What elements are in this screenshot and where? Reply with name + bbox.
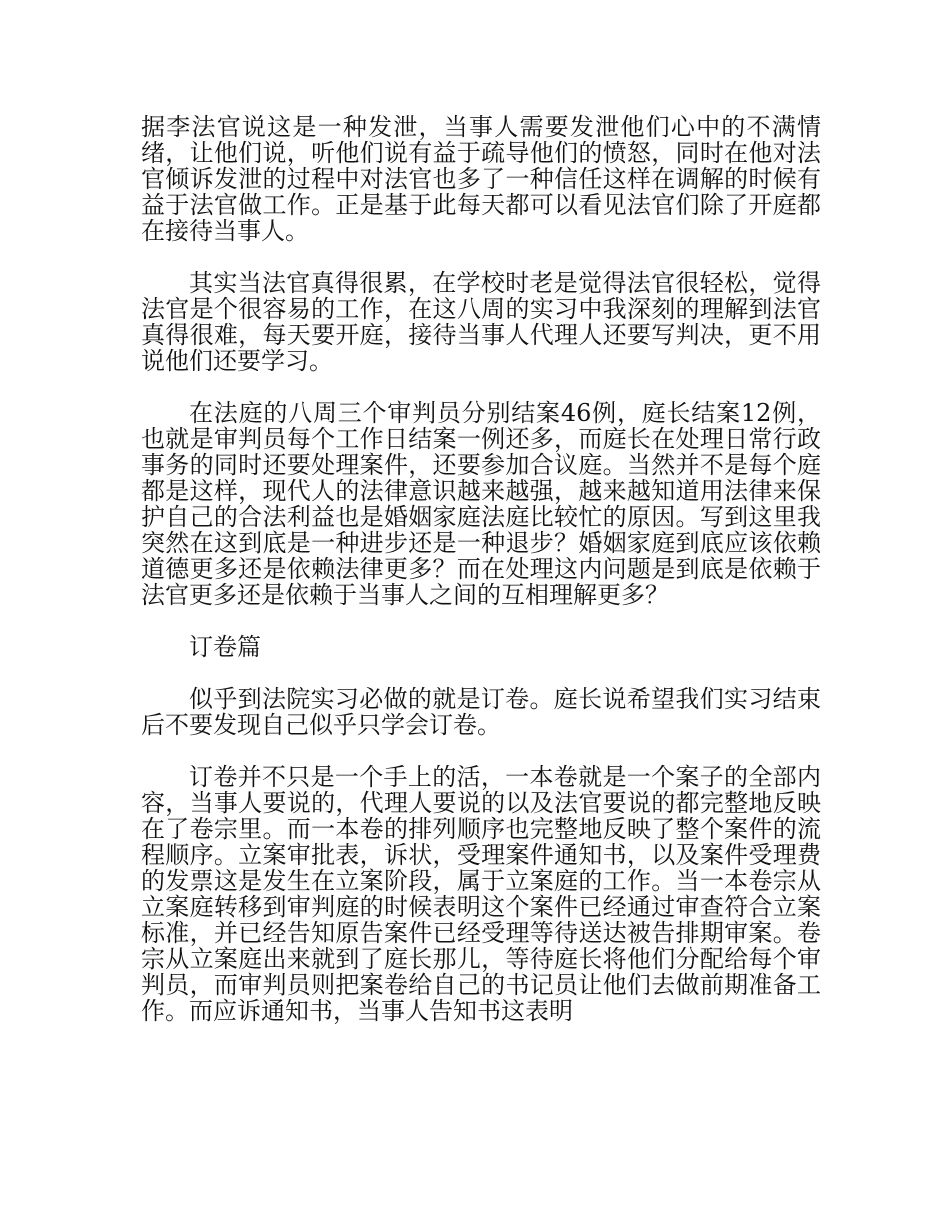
paragraph-5: 订卷并不只是一个手上的活，一本卷就是一个案子的全部内容，当事人要说的，代理人要说的以及法官要说的都完整地反映在了卷宗里。而一本卷的排列顺序也完整地反映了整个案件的流程顺序。立案审批表，诉状，受理案件通知书，以及案件受理费的发票这是发生在立案阶段，属于立案庭的工作。当一本卷宗从立案庭转移到审判庭的时候表明这个案件已经通过审查符合立案标准，并已经告知原告案件已经受理等待送达被告排期审案。卷宗从立案庭出来就到了庭长那儿，等待庭长将他们分配给每个审判员，而审判员则把案卷给自己的书记员让他们去做前期准备工作。而应诉通知书，当事人告知书这表明 [141,763,821,1025]
paragraph-1: 据李法官说这是一种发泄，当事人需要发泄他们心中的不满情绪，让他们说，听他们说有益于疏导他们的愤怒，同时在他对法官倾诉发泄的过程中对法官也多了一种信任这样在调解的时候有益于法官做工作。正是基于此每天都可以看见法官们除了开庭都在接待当事人。 [141,113,821,245]
paragraph-3: 在法庭的八周三个审判员分别结案46例，庭长结案12例，也就是审判员每个工作日结案一例还多，而庭长在处理日常行政事务的同时还要处理案件，还要参加合议庭。当然并不是每个庭都是这样，现代人的法律意识越来越强，越来越知道用法律来保护自己的合法利益也是婚姻家庭法庭比较忙的原因。写到这里我突然在这到底是一种进步还是一种退步？婚姻家庭到底应该依赖道德更多还是依赖法律更多？而在处理这内问题是到底是依赖于法官更多还是依赖于当事人之间的互相理解更多？ [141,399,821,609]
section-heading: 订卷篇 [189,633,261,661]
paragraph-2: 其实当法官真得很累，在学校时老是觉得法官很轻松，觉得法官是个很容易的工作，在这八周的实习中我深刻的理解到法官真得很难，每天要开庭，接待当事人代理人还要写判决，更不用说他们还要学习。 [141,269,821,375]
document-body [141,114,821,1050]
paragraph-4: 似乎到法院实习必做的就是订卷。庭长说希望我们实习结束后不要发现自己似乎只学会订卷。 [141,685,821,739]
